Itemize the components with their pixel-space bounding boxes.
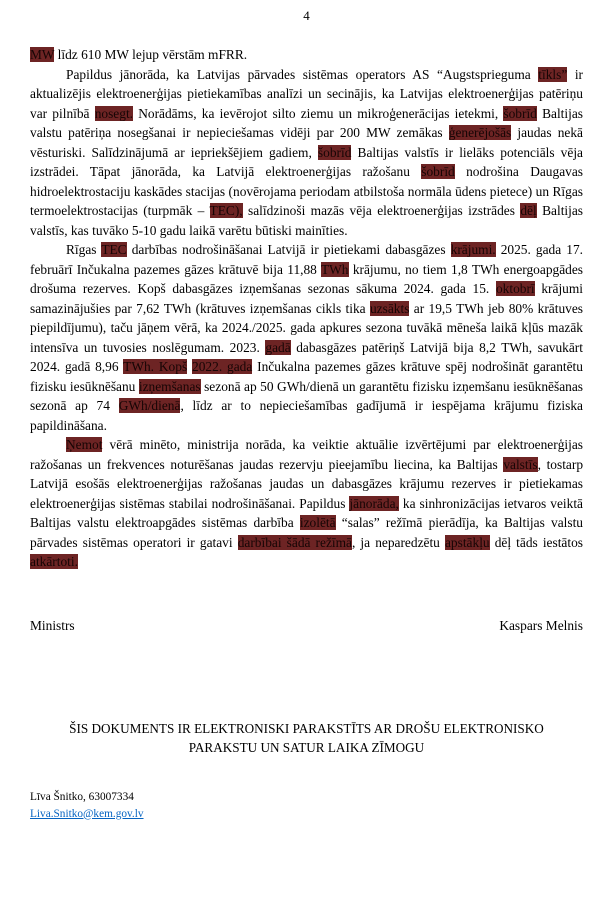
- text-run: vērā minēto, ministrija norāda, ka veiktie aktuālie izvērtējumi par elektroenerģijas ražošanas un frekvences noturēšanas jaudas rezervju pieejamību liecina, ka Baltijas: [30, 437, 583, 472]
- highlighted-text: oktobrī: [495, 281, 535, 296]
- highlighted-text: tīkls”: [538, 66, 568, 82]
- text-run: Baltijas valstu patēriņa nosegšanai ir nepieciešamas vidēji par 200 MW zemākas: [30, 105, 583, 140]
- text-run: nodrošina Daugavas hidroelektrostaciju kaskādes stacijas (novērojama periodam atbilstoša normāla ūdens pietece) un Rīgas termoelektrostacijas (turpmāk –: [30, 164, 583, 218]
- document-body: [30, 45, 583, 572]
- signature-name: Kaspars Melnis: [499, 617, 583, 633]
- text-run: jaudas nekā vēsturiski. Salīdzinājumā ar iepriekšējiem gadiem,: [30, 125, 583, 160]
- highlighted-text: šobrīd: [421, 164, 455, 179]
- highlighted-text: valstīs: [503, 456, 538, 472]
- text-run: , ja neparedzētu: [351, 534, 445, 550]
- highlighted-text: šobrīd: [317, 144, 352, 160]
- highlighted-text: jānorāda,: [349, 495, 399, 511]
- text-run: līdz 610 MW lejup vērstām mFRR.: [54, 47, 248, 62]
- highlighted-text: Ņemot: [66, 437, 103, 452]
- text-run: sezonā ap 50 GWh/dienā un garantētu fizisku izņemšanu iesūknēšanas sezonā ap 74: [30, 378, 583, 413]
- text-run: krājumi samazinājušies par 7,62 TWh (krātuves izņemšanas cikls tika: [30, 281, 584, 316]
- highlighted-text: TWh: [320, 261, 349, 277]
- text-run: Baltijas valstīs ir lielāks potenciāls vēja izstrādei. Tāpat jānorāda, ka Latvijā elektroenerģijas ražošanu: [30, 144, 583, 179]
- text-run: dabasgāzes patēriņš Latvijā bija 8,2 TWh, savukārt 2024. gadā 8,96: [30, 339, 583, 374]
- text-run: krājumu, no tiem 1,8 TWh energoapgādes drošuma rezerves. Kopš dabasgāzes izņemšanas sezonas sākuma 2024. gada 15.: [30, 261, 584, 296]
- highlighted-text: gadā: [265, 339, 291, 355]
- text-run: Baltijas valstīs, kas tuvāko 5-10 gadu laikā varētu būtiski mainīties.: [30, 203, 584, 238]
- highlighted-text: 2022. gada: [192, 359, 253, 374]
- highlighted-text: šobrīd: [503, 105, 537, 121]
- text-run: Norādāms, ka ievērojot silto ziemu un mikroģenerācijas ietekmi,: [133, 105, 504, 121]
- text-run: dēļ tāds iestātos: [489, 534, 584, 550]
- contact-line: Līva Šnitko, 63007334: [30, 790, 134, 803]
- contact-block: [30, 789, 583, 823]
- paragraph: [30, 45, 583, 65]
- highlighted-text: dēļ: [520, 203, 537, 218]
- highlighted-text: nosegt.: [94, 105, 134, 121]
- contact-email-link[interactable]: Liva.Snitko@kem.gov.lv: [30, 807, 144, 820]
- highlighted-text: uzsākts: [369, 300, 410, 316]
- text-run: “salas” režīmā pierādīja, ka Baltijas valstu pārvades sistēmas operatori ir gatavi: [30, 515, 583, 550]
- text-run: ka sinhronizācijas ietvaros veiktā Baltijas valstu elektroapgādes sistēmas darbība: [30, 495, 583, 530]
- text-run: Papildus jānorāda, ka Latvijas pārvades sistēmas operators AS “Augstsprieguma: [66, 66, 539, 82]
- highlighted-text: MW: [30, 47, 55, 62]
- signature-row: [30, 618, 583, 634]
- highlighted-text: TEC: [101, 242, 127, 257]
- highlighted-text: TWh. Kopš: [123, 359, 188, 374]
- text-run: Rīgas: [66, 242, 102, 257]
- paragraph: [30, 240, 583, 435]
- paragraph: [30, 435, 583, 572]
- text-run: darbības nodrošināšanai Latvijā ir pietiekami dabasgāzes: [126, 242, 451, 257]
- highlighted-text: darbībai šādā režīmā: [237, 534, 352, 550]
- text-run: Inčukalna pazemes gāzes krātuve spēj nodrošināt garantētu fizisku iesūknēšanu: [30, 359, 583, 394]
- highlighted-text: TEC),: [209, 203, 243, 218]
- highlighted-text: atkārtoti.: [30, 554, 78, 569]
- highlighted-text: ģenerējošās: [448, 125, 512, 140]
- page-number: 4: [303, 8, 310, 23]
- highlighted-text: izolētā: [299, 515, 336, 530]
- highlighted-text: apstākļu: [444, 534, 490, 550]
- text-run: , līdz ar to nepieciešamības gadījumā ir iespējama krājumu fiziska papildināšana.: [30, 398, 583, 433]
- text-run: 2025. gada 17. februārī Inčukalna pazemes gāzes krātuvē bija 11,88: [30, 242, 583, 277]
- highlighted-text: izņemšanas: [138, 378, 201, 394]
- signature-title: Ministrs: [30, 617, 75, 633]
- highlighted-text: krājumi.: [450, 242, 496, 257]
- text-run: ir aktualizējis elektroenerģijas pietiekamības analīzi un secinājis, ka Latvijas elektroenerģijas patēriņu var pilnībā: [30, 66, 584, 121]
- text-run: , tostarp Latvijā esošās elektroenerģijas ražošanas jaudas un dabasgāzes krājumu rezerves ir pietiekamas elektroenerģijas sistēmas stabilai nodrošināšanai. Papildus: [30, 456, 584, 511]
- highlighted-text: GWh/dienā: [118, 398, 181, 413]
- paragraph: [30, 65, 583, 241]
- text-run: ar 19,5 TWh jeb 80% krātuves piepildījumu), taču jāņem vērā, ka 2024./2025. gada apkures sezona tuvākā mēneša laikā kļūs mazāk intensīva un tuvosies noslēgumam. 2023.: [30, 300, 583, 355]
- text-run: salīdzinoši mazās vēja elektroenerģijas izstrādes: [242, 203, 521, 218]
- signing-statement: ŠIS DOKUMENTS IR ELEKTRONISKI PARAKSTĪTS AR DROŠU ELEKTRONISKO PARAKSTU UN SATUR LAIKA ZĪMOGU: [69, 720, 544, 755]
